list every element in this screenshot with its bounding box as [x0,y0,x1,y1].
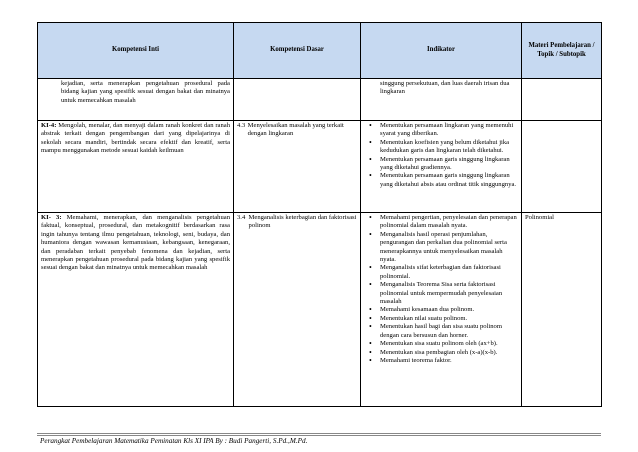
materi-cell [522,121,602,213]
ki-text: Memahami, menerapkan, dan menganalisis pengetahuan faktual, konseptual, prosedural, dan metakognitif berdasarkan rasa ingin tahunya tentang ilmu pengetahuan, teknologi, seni, budaya, dan humaniora dengan wawasan kemanusiaan, kebangsaan, kenegaraan, dan peradaban terkait penyebab fenomena dan kejadian, serta menerapkan pengetahuan prosedural pada bidang kajian yang spesifik sesuai dengan bakat dan minatnya untuk memecahkan masalah [41,214,230,272]
footer-divider [37,433,601,436]
indikator-list [364,214,518,365]
kd-cell [234,121,361,213]
competency-table [37,22,602,407]
ki-text: Mengolah, menalar, dan menyaji dalam ranah konkret dan ranah abstrak terkait dengan pengembangan dari yang dipelajarinya di sekolah secara mandiri, bertindak secara efektif dan kreatif, serta mampu menggunakan metode sesuai kaidah keilmuan [41,122,230,155]
ki-cell [38,213,234,407]
indikator-text: singgung persekutuan, dan luas daerah irisan dua lingkaran [380,80,510,96]
list-item: • Menentukan sisa suatu polinom oleh (ax+b). [380,340,518,348]
page-footer: Perangkat Pembelajaran Matematika Peminatan Kls XI IPA By : Budi Pangerti, S.Pd.,M.Pd. [40,437,308,445]
list-item: • Memahami kesamaan dua polinom. [380,306,518,314]
list-item: • Memahami pengertian, penyelesaian dan penerapan polinomial dalam masalah nyata. [380,214,518,231]
kd-text: Menganalisis keterbagian dan faktorisasi polinom [248,214,357,230]
ki-cell [38,79,234,121]
list-item: • Menganalisis Teorema Sisa serta faktorisasi polinomial untuk mempermudah penyelesaian masalah [380,281,518,306]
kd-cell [234,213,361,407]
indikator-list [364,122,518,189]
list-item: • Menentukan persamaan garis singgung lingkaran yang diketahui absis atau ordinat titik singgungnya. [380,172,518,189]
ki-label: KI- 3: [41,214,62,221]
kd-cell [234,79,361,121]
indikator-cell [361,213,522,407]
header-materi: Materi Pembelajaran / Topik / Subtopik [522,23,602,79]
ki-text: kejadian, serta menerapkan pengetahuan prosedural pada bidang kajian yang spesifik sesuai dengan bakat dan minatnya untuk memecahkan masalah [61,80,230,104]
list-item: • Menentukan koefisien yang belum diketahui jika kedudukan garis dan lingkaran telah diketahui. [380,139,518,156]
list-item: • Menentukan persamaan garis singgung lingkaran yang diketahui gradiennya. [380,156,518,173]
list-item: • Menentukan persamaan lingkaran yang memenuhi syarat yang diberikan. [380,122,518,139]
table-header-row [38,23,602,79]
list-item: • Menentukan nilai suatu polinom. [380,315,518,323]
materi-cell [522,213,602,407]
kd-number: 3.4 [237,214,246,221]
header-kompetensi-inti: Kompetensi Inti [38,23,234,79]
kd-number: 4.3 [237,122,246,129]
table-row [38,213,602,407]
header-kompetensi-dasar: Kompetensi Dasar [234,23,361,79]
table-row [38,121,602,213]
header-indikator: Indikator [361,23,522,79]
materi-cell [522,79,602,121]
list-item: • Menentukan sisa pembagian oleh (x-a)(x-b). [380,349,518,357]
indikator-cell [361,79,522,121]
kd-text: Menyelesaikan masalah yang terkait dengan lingkaran [247,122,344,138]
materi-text: Polinomial [525,214,554,221]
list-item: • Memahami teorema faktor. [380,357,518,365]
ki-label: KI-4: [41,122,57,129]
list-item: • Menganalisis hasil operasi penjumlahan, pengurangan dan perkalian dua polinomial serta menerapkannya untuk menyelesaikan masalah nyata. [380,231,518,265]
list-item: • Menganalisis sifat keterbagian dan faktorisasi polinomial. [380,264,518,281]
list-item: • Menentukan hasil bagi dan sisa suatu polinom dengan cara bersusun dan horner. [380,323,518,340]
ki-cell [38,121,234,213]
indikator-cell [361,121,522,213]
table-row [38,79,602,121]
